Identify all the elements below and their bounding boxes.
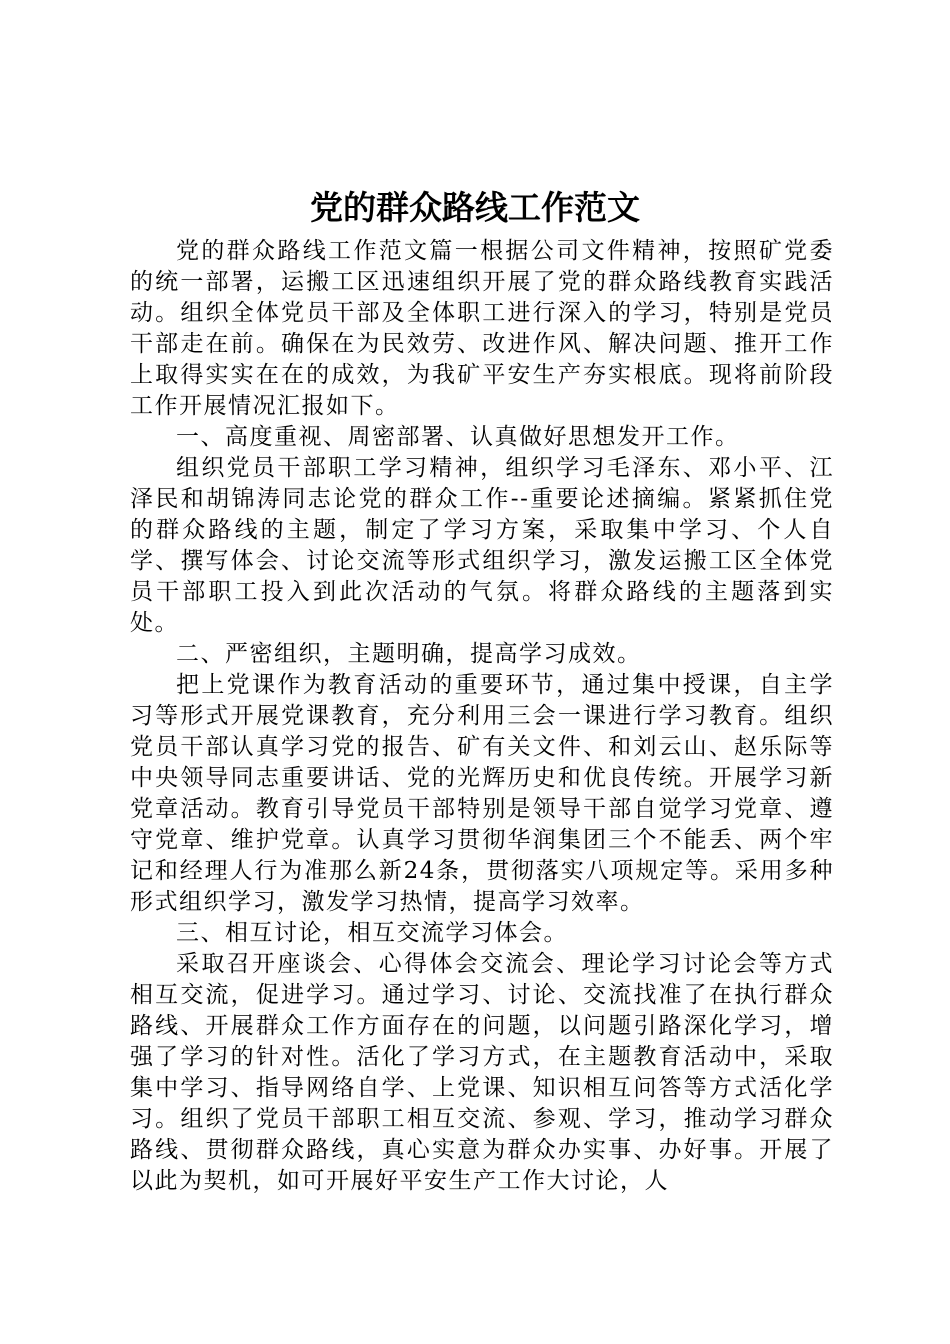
section-heading-3: 三、相互讨论，相互交流学习体会。	[176, 920, 568, 946]
document-body	[130, 236, 834, 1197]
document-title: 党的群众路线工作范文	[310, 188, 640, 227]
section-heading-2: 二、严密组织，主题明确，提高学习成效。	[176, 641, 642, 667]
paragraph-section-1: 组织党员干部职工学习精神，组织学习毛泽东、邓小平、江泽民和胡锦涛同志论党的群众工作--重要论述摘编。紧紧抓住党的群众路线的主题，制定了学习方案，采取集中学习、个人自学、撰写体会、讨论交流等形式组织学习，激发运搬工区全体党员干部职工投入到此次活动的气氛。将群众路线的主题落到实处。	[130, 455, 834, 636]
paragraph-section-2: 把上党课作为教育活动的重要环节，通过集中授课，自主学习等形式开展党课教育，充分利用三会一课进行学习教育。组织党员干部认真学习党的报告、矿有关文件、和刘云山、赵乐际等中央领导同志重要讲话、党的光辉历史和优良传统。开展学习新党章活动。教育引导党员干部特别是领导干部自觉学习党章、遵守党章、维护党章。认真学习贯彻华润集团三个不能丢、两个牢记和经理人行为准那么新24条，贯彻落实八项规定等。采用多种形式组织学习，激发学习热情，提高学习效率。	[130, 672, 834, 915]
section-heading-1: 一、高度重视、周密部署、认真做好思想发开工作。	[176, 424, 740, 450]
paragraph-intro: 党的群众路线工作范文篇一根据公司文件精神，按照矿党委的统一部署，运搬工区迅速组织开展了党的群众路线教育实践活动。组织全体党员干部及全体职工进行深入的学习，特别是党员干部走在前。确保在为民效劳、改进作风、解决问题、推开工作上取得实实在在的成效，为我矿平安生产夯实根底。现将前阶段工作开展情况汇报如下。	[130, 238, 834, 419]
paragraph-section-3: 采取召开座谈会、心得体会交流会、理论学习讨论会等方式相互交流，促进学习。通过学习、讨论、交流找准了在执行群众路线、开展群众工作方面存在的问题，以问题引路深化学习，增强了学习的针对性。活化了学习方式，在主题教育活动中，采取集中学习、指导网络自学、上党课、知识相互问答等方式活化学习。组织了党员干部职工相互交流、参观、学习，推动学习群众路线、贯彻群众路线，真心实意为群众办实事、办好事。开展了以此为契机，如可开展好平安生产工作大讨论，人	[130, 951, 834, 1194]
